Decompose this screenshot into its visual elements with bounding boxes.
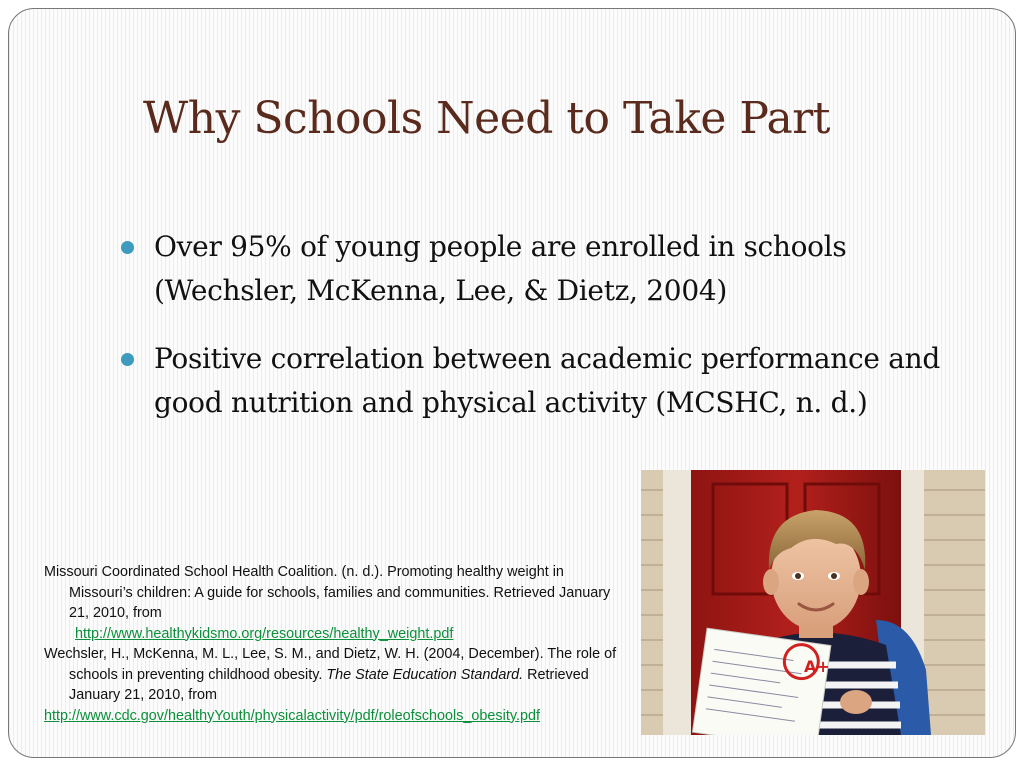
bullet-item-correlation	[121, 337, 951, 425]
slide	[8, 8, 1016, 758]
bullet-text: Over 95% of young people are enrolled in schools (Wechsler, McKenna, Lee, & Dietz, 2004)	[154, 230, 847, 307]
references	[44, 562, 624, 726]
reference-text: Wechsler, H., McKenna, M. L., Lee, S. M., and Dietz, W. H. (2004, December). The role of schools in preventing childhood obesity.	[44, 646, 617, 683]
bullet-item-enrollment	[121, 225, 951, 313]
bullet-dot-icon	[121, 353, 134, 366]
reference-text-retrieved: Retrieved January 21, 2010, from	[69, 666, 589, 703]
slide-title: Why Schools Need to Take Part	[143, 93, 830, 144]
paper-grade-text: A+	[804, 657, 830, 676]
reference-wechsler	[44, 644, 624, 706]
student-photo	[641, 470, 985, 735]
reference-link-cdc[interactable]: http://www.cdc.gov/healthyYouth/physicalactivity/pdf/roleofschools_obesity.pdf	[44, 707, 540, 724]
reference-mcshc	[44, 562, 624, 644]
reference-text: Missouri Coordinated School Health Coalition. (n. d.). Promoting healthy weight in Missouri’s children: A guide for schools, families and communities. Retrieved January 21, 2010, from	[44, 564, 611, 621]
bullet-dot-icon	[121, 241, 134, 254]
student-photo-illustration	[641, 470, 985, 735]
reference-journal-title: The State Education Standard.	[326, 666, 524, 683]
bullet-text: Positive correlation between academic performance and good nutrition and physical activity (MCSHC, n. d.)	[154, 342, 941, 419]
reference-link-healthykidsmo[interactable]: http://www.healthykidsmo.org/resources/healthy_weight.pdf	[75, 625, 454, 642]
bullet-list	[121, 225, 951, 449]
